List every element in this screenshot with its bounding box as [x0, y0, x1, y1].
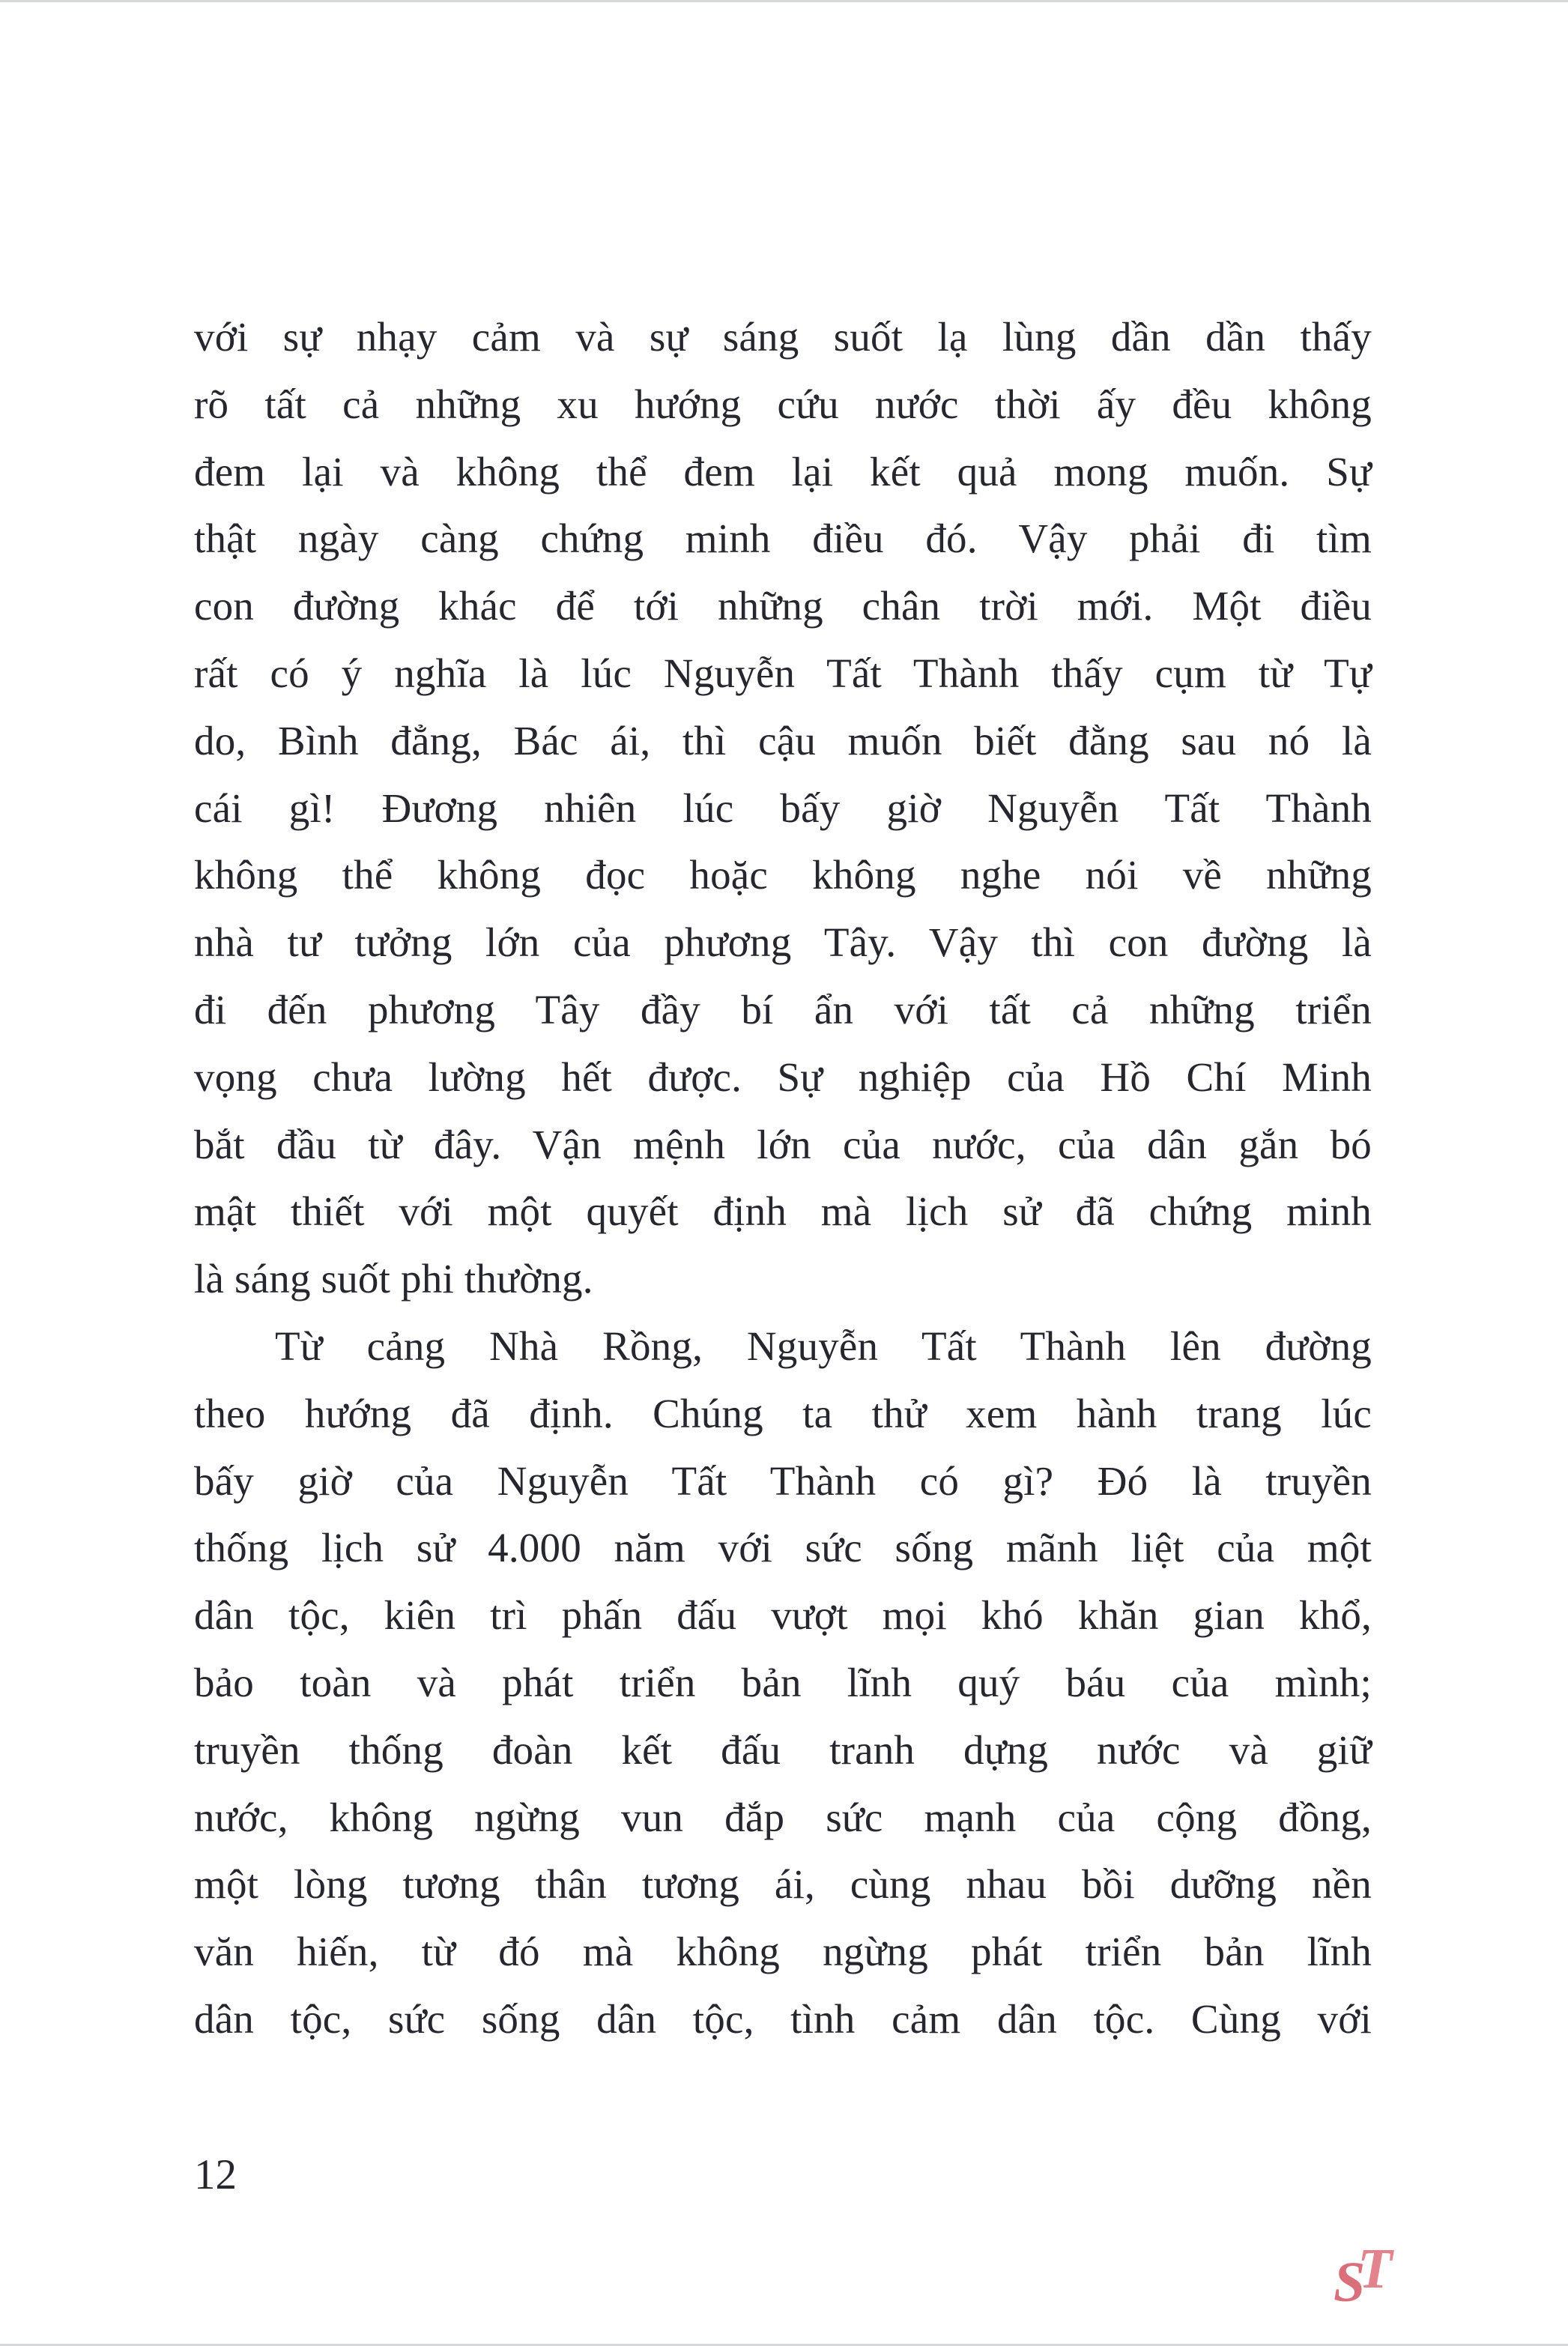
- text-line: là sáng suốt phi thường.: [194, 1256, 593, 1302]
- publisher-logo: [1332, 2237, 1414, 2323]
- text-line: cái gì! Đương nhiên lúc bấy giờ Nguyễn Tất Thành: [194, 784, 1372, 831]
- text-line: vọng chưa lường hết được. Sự nghiệp của Hồ Chí Minh: [194, 1053, 1372, 1100]
- text-line: mật thiết với một quyết định mà lịch sử đã chứng minh: [194, 1188, 1372, 1235]
- text-line: nước, không ngừng vun đắp sức mạnh của cộng đồng,: [194, 1794, 1372, 1840]
- text-line: một lòng tương thân tương ái, cùng nhau bồi dưỡng nền: [194, 1861, 1372, 1908]
- text-line: truyền thống đoàn kết đấu tranh dựng nước và giữ: [194, 1726, 1372, 1773]
- logo-letter-t: T: [1357, 2237, 1393, 2300]
- text-line: do, Bình đẳng, Bác ái, thì cậu muốn biết đằng sau nó là: [194, 717, 1372, 764]
- text-line: Từ cảng Nhà Rồng, Nguyễn Tất Thành lên đường: [275, 1322, 1372, 1369]
- logo-letter-s: S: [1334, 2251, 1366, 2314]
- text-line: theo hướng đã định. Chúng ta thử xem hành trang lúc: [194, 1390, 1372, 1436]
- paragraph-1: [194, 303, 1372, 1313]
- text-line: văn hiến, từ đó mà không ngừng phát triển bản lĩnh: [194, 1929, 1372, 1975]
- text-line: nhà tư tưởng lớn của phương Tây. Vậy thì con đường là: [194, 919, 1372, 966]
- page-number: 12: [194, 2151, 237, 2198]
- text-line: với sự nhạy cảm và sự sáng suốt lạ lùng dần dần thấy: [194, 314, 1372, 360]
- text-line: rõ tất cả những xu hướng cứu nước thời ấy đều không: [194, 381, 1372, 427]
- text-line: rất có ý nghĩa là lúc Nguyễn Tất Thành thấy cụm từ Tự: [194, 650, 1372, 696]
- text-line: thật ngày càng chứng minh điều đó. Vậy phải đi tìm: [194, 516, 1372, 562]
- paragraph-2: [194, 1313, 1372, 2053]
- text-line: đi đến phương Tây đầy bí ẩn với tất cả những triển: [194, 986, 1372, 1033]
- text-line: bảo toàn và phát triển bản lĩnh quý báu của mình;: [194, 1659, 1372, 1705]
- text-line: thống lịch sử 4.000 năm với sức sống mãnh liệt của một: [194, 1525, 1372, 1571]
- body-text: [194, 303, 1372, 2053]
- text-line: con đường khác để tới những chân trời mới. Một điều: [194, 583, 1372, 629]
- text-line: bấy giờ của Nguyễn Tất Thành có gì? Đó là truyền: [194, 1457, 1372, 1504]
- text-line: dân tộc, kiên trì phấn đấu vượt mọi khó khăn gian khổ,: [194, 1592, 1372, 1639]
- text-line: đem lại và không thể đem lại kết quả mong muốn. Sự: [194, 448, 1372, 495]
- scan-edge-top: [0, 0, 1568, 2]
- text-line: không thể không đọc hoặc không nghe nói về những: [194, 852, 1372, 898]
- text-line: dân tộc, sức sống dân tộc, tình cảm dân tộc. Cùng với: [194, 1995, 1372, 2042]
- text-line: bắt đầu từ đây. Vận mệnh lớn của nước, của dân gắn bó: [194, 1121, 1372, 1167]
